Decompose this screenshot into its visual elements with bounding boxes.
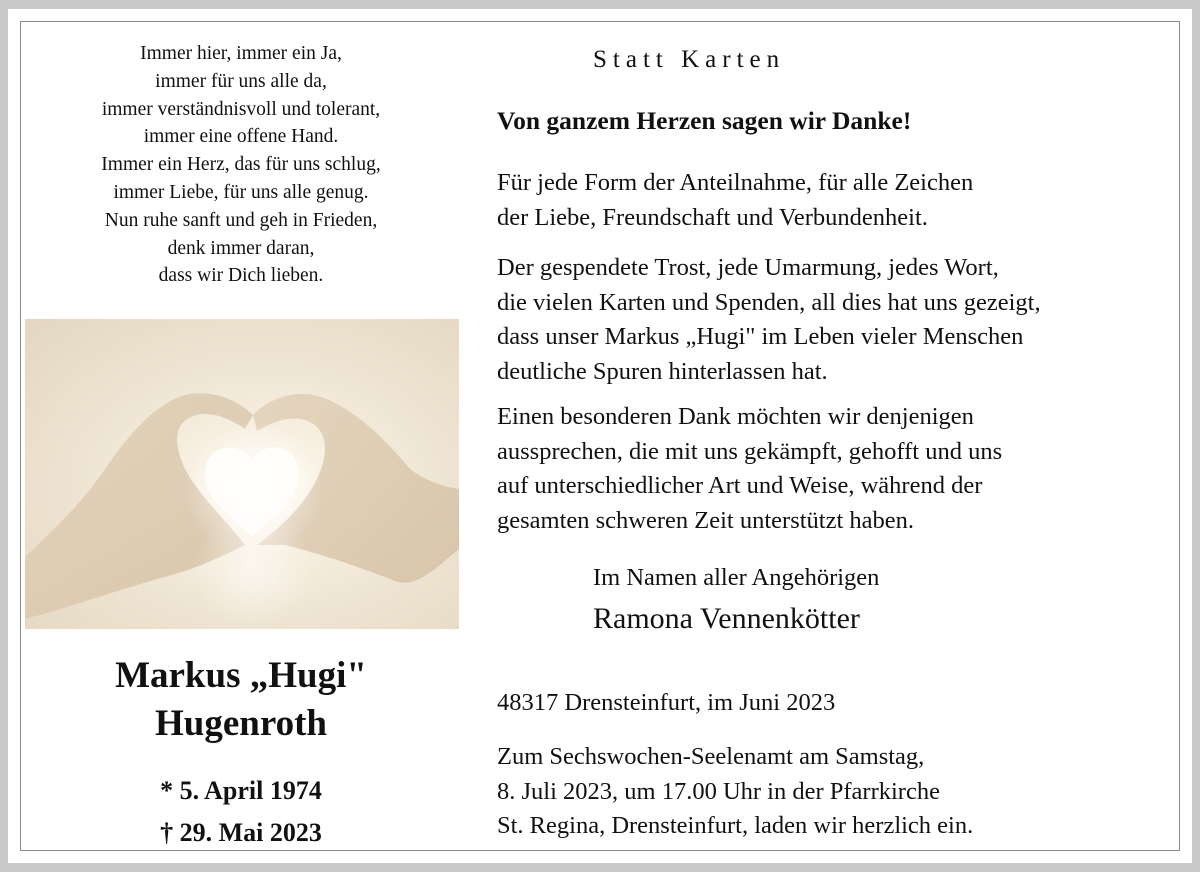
text-line: aussprechen, die mit uns gekämpft, gehofft und uns (497, 437, 1003, 465)
text-line: deutliche Spuren hinterlassen hat. (497, 357, 828, 385)
deceased-name-line2: Hugenroth (154, 703, 327, 744)
obituary-notice (8, 9, 1192, 863)
mass-announcement (497, 740, 1167, 844)
thanks-paragraph-3 (497, 400, 1167, 538)
poem-line: immer Liebe, für uns alle genug. (113, 181, 369, 203)
place-date: 48317 Drensteinfurt, im Juni 2023 (497, 689, 836, 716)
life-dates (21, 770, 461, 854)
text-line: Für jede Form der Anteilnahme, für alle Zeichen (497, 169, 974, 196)
memorial-poem (21, 40, 461, 290)
text-line: dass unser Markus „Hugi" im Leben vieler Menschen (497, 323, 1024, 350)
deceased-name (21, 652, 461, 748)
text-line: 8. Juli 2023, um 17.00 Uhr in der Pfarrkirche (497, 777, 940, 805)
death-date: † 29. Mai 2023 (160, 818, 322, 847)
poem-line: denk immer daran, (167, 237, 315, 259)
text-line: die vielen Karten und Spenden, all dies hat uns gezeigt, (497, 288, 1041, 316)
poem-line: Immer hier, immer ein Ja, (140, 43, 342, 64)
subheadline: Von ganzem Herzen sagen wir Danke! (497, 106, 912, 135)
text-line: gesamten schweren Zeit unterstützt haben. (497, 506, 915, 534)
thanks-paragraph-2 (497, 251, 1167, 389)
poem-line: Nun ruhe sanft und geh in Frieden, (104, 209, 378, 231)
poem-line: immer eine offene Hand. (143, 126, 339, 148)
heart-hands-photo (25, 319, 459, 629)
poem-line: immer für uns alle da, (155, 70, 327, 92)
poem-line: Immer ein Herz, das für uns schlug, (101, 154, 381, 176)
deceased-name-line1: Markus „Hugi" (115, 655, 367, 696)
headline: Statt Karten (593, 46, 786, 73)
text-line: der Liebe, Freundschaft und Verbundenheit. (497, 203, 928, 231)
signature-prefix: Im Namen aller Angehörigen (593, 564, 880, 591)
text-line: Der gespendete Trost, jede Umarmung, jedes Wort, (497, 254, 999, 281)
text-line: St. Regina, Drensteinfurt, laden wir herzlich ein. (497, 812, 974, 839)
signature-name: Ramona Vennenkötter (593, 602, 860, 635)
notice-border (20, 21, 1180, 851)
left-column (21, 22, 461, 850)
birth-date: * 5. April 1974 (160, 776, 322, 805)
text-line: Einen besonderen Dank möchten wir denjenigen (497, 403, 974, 430)
thanks-paragraph-1 (497, 166, 1167, 235)
heart-hands-image (25, 319, 459, 629)
right-column (487, 22, 1167, 850)
text-line: auf unterschiedlicher Art und Weise, während der (497, 472, 983, 499)
poem-line: immer verständnisvoll und tolerant, (101, 98, 381, 120)
text-line: Zum Sechswochen-Seelenamt am Samstag, (497, 743, 925, 770)
poem-line: dass wir Dich lieben. (158, 265, 324, 287)
